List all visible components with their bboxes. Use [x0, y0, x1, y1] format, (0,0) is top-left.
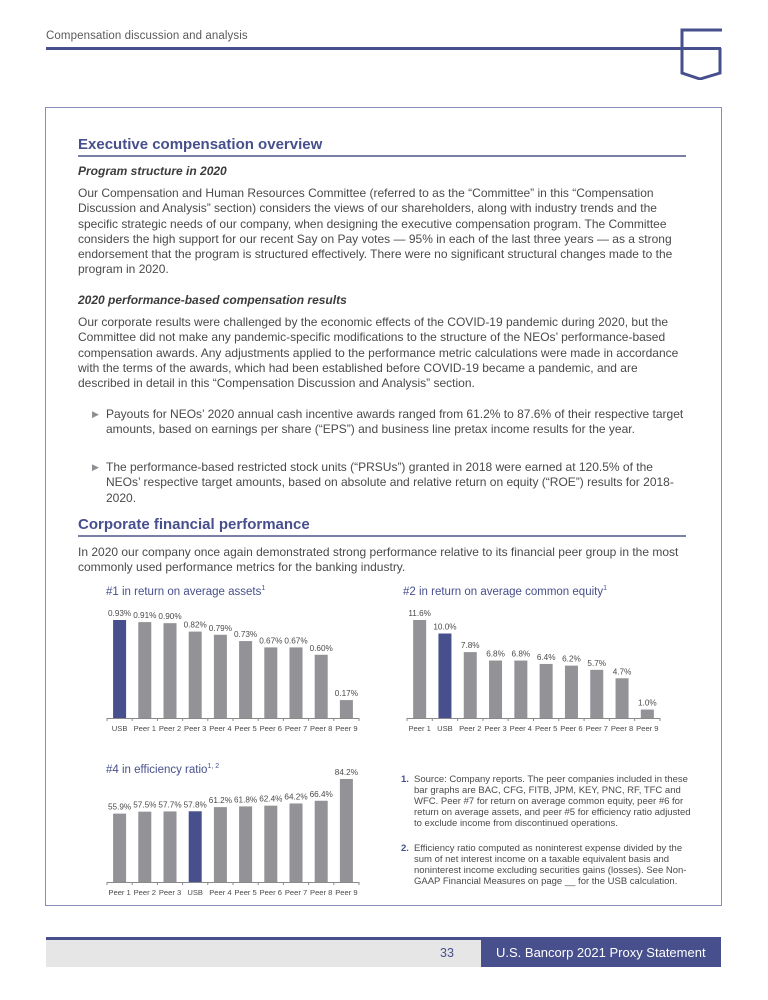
- x-tick-label: USB: [437, 724, 453, 733]
- bar-peer: [315, 655, 328, 718]
- chart-title-text: #1 in return on average assets: [106, 585, 262, 598]
- x-tick-label: Peer 4: [209, 724, 232, 733]
- data-label: 0.60%: [309, 643, 333, 653]
- bar-usb: [189, 811, 202, 882]
- data-label: 1.0%: [638, 698, 657, 708]
- data-label: 62.4%: [259, 794, 283, 804]
- bar-peer: [164, 811, 177, 882]
- data-label: 10.0%: [433, 622, 457, 632]
- section-heading-performance: Corporate financial performance: [78, 516, 686, 537]
- chart-title-roa: [106, 585, 265, 598]
- x-tick-label: Peer 6: [259, 888, 282, 897]
- header-rule: [46, 47, 721, 50]
- data-label: 0.82%: [183, 620, 207, 630]
- bar-peer: [616, 678, 629, 718]
- bar-peer: [214, 807, 227, 882]
- bar-peer: [164, 623, 177, 718]
- footnote-number: 1.: [401, 774, 409, 785]
- bar-peer: [138, 622, 151, 718]
- bar-peer: [239, 806, 252, 882]
- data-label: 57.8%: [183, 800, 207, 810]
- x-tick-label: Peer 7: [284, 724, 308, 733]
- data-label: 0.73%: [233, 630, 258, 640]
- data-label: 0.90%: [158, 612, 182, 622]
- data-label: 6.4%: [536, 652, 556, 662]
- subheading-performance-results: 2020 performance-based compensation results: [78, 293, 347, 307]
- data-label: 0.91%: [133, 611, 157, 621]
- data-label: 61.8%: [233, 795, 258, 805]
- section-heading-overview: Executive compensation overview: [78, 136, 686, 157]
- bar-peer: [641, 710, 654, 718]
- data-label: 0.93%: [107, 609, 132, 618]
- data-label: 11.6%: [408, 609, 431, 618]
- x-tick-label: Peer 3: [184, 724, 207, 733]
- x-tick-label: Peer 1: [408, 724, 431, 733]
- paragraph-performance-results: Our corporate results were challenged by the economic effects of the COVID-19 pandemic during 2020, but the Committee did not make any pandemic-specific modifications to the structure of the NEOs’ performance-based compensation awards. Any adjustments applied to the performance metric calculations were made in accordance with the terms of the awards, which had been established before COVID-19 became a pandemic, and are described in detail in this “Compensation Discussion and Analysis” section.: [78, 315, 679, 391]
- x-tick-label: Peer 4: [509, 724, 533, 733]
- bar-peer: [413, 620, 426, 718]
- footnote-number: 2.: [401, 843, 409, 854]
- x-tick-label: Peer 9: [335, 724, 358, 733]
- x-tick-label: Peer 7: [284, 888, 308, 897]
- chart-return-on-average-common-equity: [400, 600, 670, 740]
- bar-peer: [214, 635, 227, 718]
- x-tick-label: Peer 2: [158, 724, 182, 733]
- x-tick-label: Peer 8: [610, 724, 634, 733]
- subheading-program-structure: Program structure in 2020: [78, 164, 227, 178]
- data-label: 64.2%: [284, 792, 308, 802]
- data-label: 7.8%: [460, 641, 480, 651]
- footer-bar: [46, 940, 481, 967]
- bar-peer: [565, 666, 578, 718]
- x-tick-label: Peer 6: [560, 724, 583, 733]
- x-tick-label: Peer 9: [636, 724, 659, 733]
- paragraph-program-structure: Our Compensation and Human Resources Committee (referred to as the “Committee” in this “Compensation Discussion and Analysis” section) considers the views of our shareholders, along with industry trends and the specific strategic needs of our company, when designing the executive compensation program. The Committee considers the high support for our recent Say on Pay votes — 95% in each of the last three years — as a strong endorsement that the program is structured effectively. There were no significant structural changes made to the program in 2020.: [78, 186, 673, 277]
- page-number: 33: [440, 946, 454, 960]
- triangle-right-icon: ▶: [92, 409, 99, 419]
- data-label: 57.7%: [158, 800, 182, 810]
- bar-peer: [290, 803, 303, 882]
- x-tick-label: Peer 8: [310, 888, 333, 897]
- x-tick-label: Peer 5: [234, 888, 257, 897]
- data-label: 0.79%: [208, 623, 233, 633]
- data-label: 0.67%: [259, 636, 283, 646]
- bar-peer: [290, 647, 303, 718]
- x-tick-label: Peer 5: [534, 724, 558, 733]
- paragraph-performance: In 2020 our company once again demonstrated strong performance relative to its financial peer group in the most commonly used performance metrics for the banking industry.: [78, 545, 679, 575]
- x-tick-label: Peer 6: [259, 724, 282, 733]
- bullet-text: Payouts for NEOs’ 2020 annual cash incentive awards ranged from 61.2% to 87.6% of their respective target amounts, based on earnings per share (“EPS”) and business line pretax income results for the year.: [106, 407, 684, 437]
- x-tick-label: Peer 3: [158, 888, 182, 897]
- bar-usb: [113, 620, 126, 718]
- data-label: 57.5%: [133, 800, 157, 810]
- bar-peer: [315, 801, 328, 882]
- x-tick-label: Peer 1: [108, 888, 131, 897]
- bar-peer: [239, 641, 252, 718]
- data-label: 61.2%: [208, 796, 233, 806]
- x-tick-label: USB: [111, 724, 128, 733]
- footnote-2: [401, 843, 701, 887]
- x-tick-label: Peer 2: [133, 888, 156, 897]
- document-title: U.S. Bancorp 2021 Proxy Statement: [496, 945, 706, 960]
- x-tick-label: Peer 1: [133, 724, 156, 733]
- data-label: 4.7%: [612, 667, 632, 677]
- data-label: 84.2%: [334, 768, 359, 777]
- bar-peer: [340, 779, 353, 882]
- chart-title-footnote: 1: [261, 585, 266, 592]
- bar-peer: [590, 670, 603, 718]
- bar-peer: [264, 647, 277, 718]
- triangle-right-icon: ▶: [92, 462, 99, 472]
- bar-peer: [138, 812, 151, 882]
- data-label: 6.2%: [562, 654, 581, 664]
- footnote-text: Efficiency ratio computed as noninterest expense divided by the sum of net interest income on a taxable equivalent basis and noninterest income excluding securities gains (losses). See Non-GAAP Financial Measures on page __ for the USB calculation.: [414, 843, 687, 887]
- chart-title-text: #2 in return on average common equity: [403, 585, 604, 598]
- chart-title-roe: [403, 585, 607, 598]
- running-header-title: Compensation discussion and analysis: [46, 30, 248, 42]
- chart-title-footnote: 1, 2: [207, 763, 220, 770]
- bar-peer: [464, 652, 477, 718]
- data-label: 6.8%: [486, 649, 505, 659]
- bar-peer: [340, 700, 353, 718]
- chart-title-footnote: 1: [603, 585, 607, 592]
- bullet-item: [92, 407, 690, 438]
- footnote-text: Source: Company reports. The peer companies included in these bar graphs are BAC, CFG, FITB, JPM, KEY, PNC, RF, TFC and WFC. Peer #7 for return on average common equity, peer #6 for return on average assets, and peer #5 for efficiency ratio adjusted to exclude income from discontinued operations.: [414, 774, 691, 829]
- chart-return-on-average-assets: [100, 600, 370, 740]
- data-label: 0.17%: [334, 689, 359, 699]
- chart-efficiency-ratio: [100, 764, 370, 904]
- data-label: 6.8%: [511, 649, 531, 659]
- bar-peer: [540, 664, 553, 718]
- x-tick-label: Peer 9: [335, 888, 358, 897]
- bar-peer: [514, 661, 527, 718]
- x-tick-label: Peer 8: [310, 724, 333, 733]
- chart-title-text: #4 in efficiency ratio: [106, 763, 208, 776]
- data-label: 0.67%: [284, 636, 308, 646]
- bar-peer: [113, 814, 126, 882]
- bullet-text: The performance-based restricted stock units (“PRSUs”) granted in 2018 were earned at 120.5% of the NEOs’ respective target amounts, based on absolute and relative return on equity (“ROE”) results for 2018-2020.: [106, 460, 674, 505]
- bullet-item: [92, 460, 690, 506]
- data-label: 5.7%: [587, 658, 607, 668]
- x-tick-label: USB: [187, 888, 204, 897]
- x-tick-label: Peer 7: [585, 724, 608, 733]
- bar-usb: [438, 634, 451, 718]
- bar-peer: [189, 632, 202, 718]
- data-label: 66.4%: [309, 789, 333, 799]
- x-tick-label: Peer 2: [459, 724, 482, 733]
- data-label: 55.9%: [107, 802, 132, 812]
- bar-peer: [489, 661, 502, 718]
- footnote-1: [401, 774, 701, 829]
- x-tick-label: Peer 3: [484, 724, 507, 733]
- shield-logo-icon: [678, 26, 724, 80]
- x-tick-label: Peer 4: [209, 888, 232, 897]
- bar-peer: [264, 806, 277, 882]
- x-tick-label: Peer 5: [234, 724, 257, 733]
